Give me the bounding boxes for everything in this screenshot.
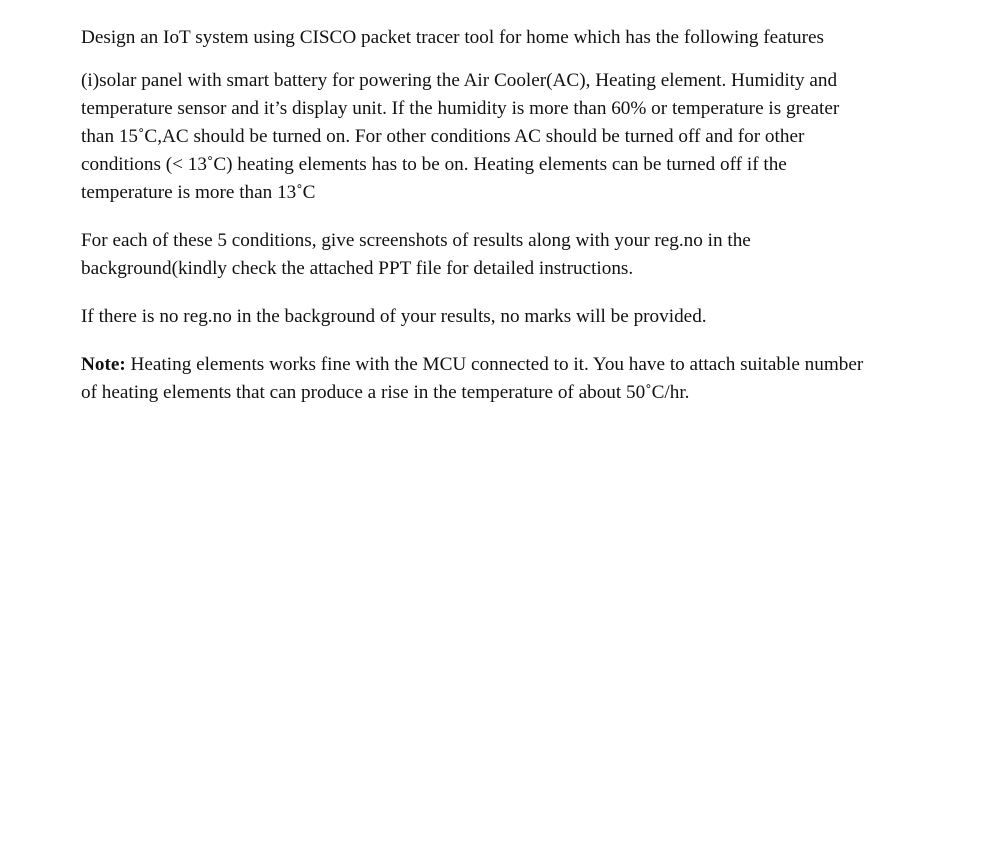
features-line: temperature sensor and it’s display unit. If the humidity is more than 60% or temperature is greater [81,98,840,119]
features-line: (i)solar panel with smart battery for powering the Air Cooler(AC), Heating element. Humidity and [81,70,838,91]
note-text: Heating elements works fine with the MCU connected to it. You have to attach suitable number [125,354,864,375]
note-paragraph [81,351,961,407]
warning-text: If there is no reg.no in the background of your results, no marks will be provided. [81,306,707,327]
features-paragraph [81,67,961,207]
note-line: of heating elements that can produce a rise in the temperature of about 50˚C/hr. [81,382,690,403]
conditions-paragraph [81,227,961,283]
conditions-line: For each of these 5 conditions, give screenshots of results along with your reg.no in the [81,230,751,251]
features-line: than 15˚C,AC should be turned on. For other conditions AC should be turned off and for other [81,126,805,147]
features-line: temperature is more than 13˚C [81,182,316,203]
heading-text: Design an IoT system using CISCO packet tracer tool for home which has the following features [81,27,824,48]
document-page [81,24,961,427]
assignment-heading [81,24,961,52]
note-label: Note: [81,354,126,375]
conditions-line: background(kindly check the attached PPT file for detailed instructions. [81,258,634,279]
features-line: conditions (< 13˚C) heating elements has to be on. Heating elements can be turned off if the [81,154,787,175]
warning-paragraph [81,303,961,331]
note-line [81,351,961,379]
